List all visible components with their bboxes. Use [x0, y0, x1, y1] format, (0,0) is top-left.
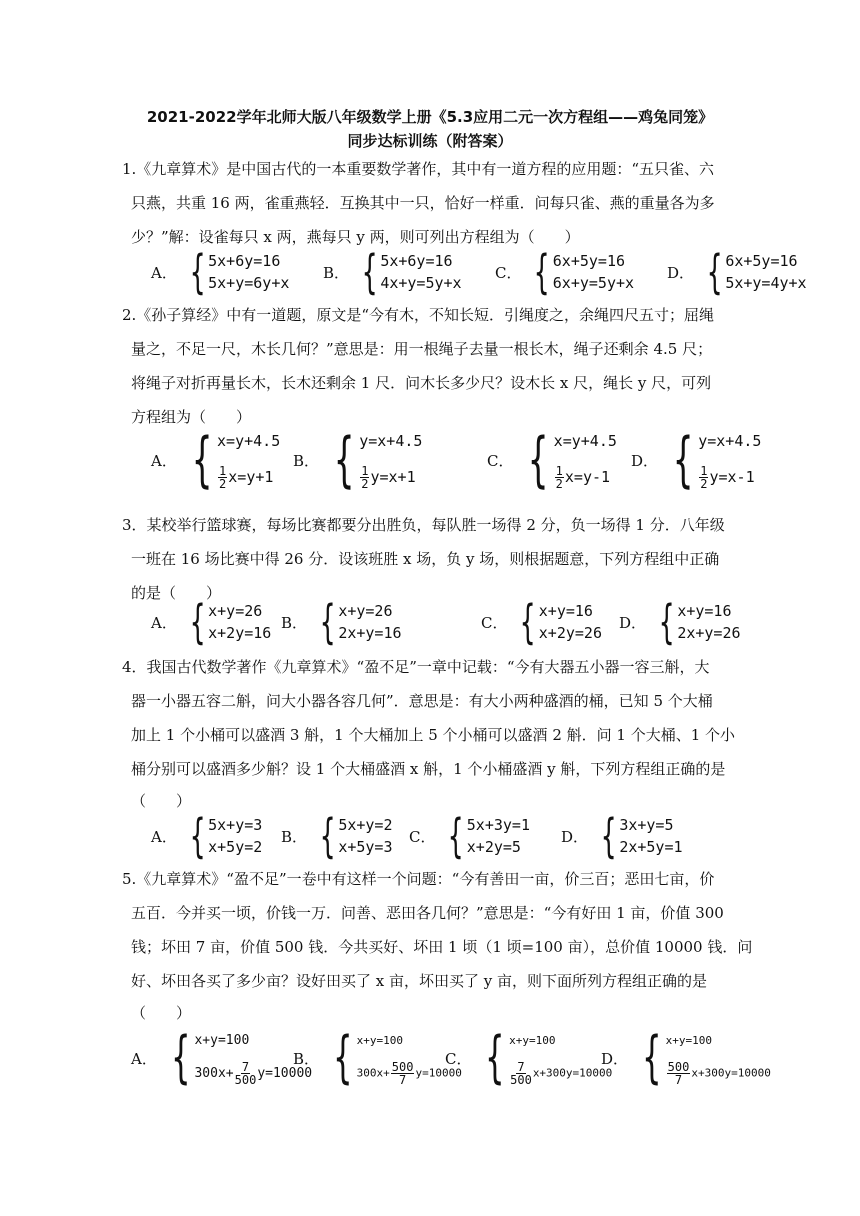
fraction: $\frac{500}{7}$ — [391, 1060, 414, 1087]
equation: 5x+y=4y+x — [725, 274, 807, 292]
option-label: A． — [151, 263, 177, 282]
equation: 6x+5y=16 — [552, 252, 626, 270]
equation: $\frac{1}{2}$ y=x-1 — [700, 464, 755, 491]
equation: 5x+3y=1 — [466, 816, 530, 834]
q5-line: 钱；坏田 7 亩，价值 500 钱．今共买好、坏田 1 顷（1 顷=100 亩），总价值 10000 钱．问 — [131, 938, 753, 956]
brace-icon: { — [189, 595, 206, 649]
option-c[interactable] — [487, 425, 617, 495]
brace-icon: { — [706, 245, 723, 299]
q1-options — [151, 245, 831, 299]
option-d[interactable] — [667, 245, 817, 299]
option-d[interactable] — [631, 425, 781, 495]
q5-line: 5.《九章算术》“盈不足”一卷中有这样一个问题：“今有善田一亩，价三百；恶田七亩，价 — [122, 870, 715, 888]
brace-icon: { — [520, 595, 537, 649]
equation: x+y=26 — [338, 602, 393, 620]
brace-icon: { — [333, 1025, 353, 1090]
option-label: A． — [151, 451, 177, 470]
option-label: C． — [495, 263, 522, 282]
option-c[interactable] — [495, 245, 653, 299]
q4-line: 加上 1 个小桶可以盛酒 3 斛，1 个大桶加上 5 个小桶可以盛酒 2 斛．问 1 个大桶、1 个小 — [131, 726, 736, 744]
equation: x+2y=26 — [538, 624, 602, 642]
equation: 4x+y=5y+x — [380, 274, 462, 292]
option-b[interactable] — [293, 425, 473, 495]
brace-icon: { — [658, 595, 675, 649]
q3-line: 3．某校举行篮球赛，每场比赛都要分出胜负，每队胜一场得 2 分，负一场得 1 分．八年级 — [122, 516, 725, 534]
equation: x+y=100 — [356, 1034, 404, 1047]
option-label: D． — [561, 827, 589, 846]
option-d[interactable] — [561, 809, 691, 863]
fraction: $\frac{7}{500}$ — [510, 1060, 532, 1087]
doc-title-line1: 2021-2022学年北师大版八年级数学上册《5.3应用二元一次方程组——鸡兔同笼》 — [146, 108, 714, 126]
fraction: $\frac{1}{2}$ — [555, 464, 563, 491]
brace-icon: { — [642, 1025, 662, 1090]
brace-icon: { — [191, 425, 213, 495]
equation: x=y+4.5 — [553, 432, 617, 450]
option-c[interactable] — [409, 809, 547, 863]
brace-icon: { — [361, 245, 378, 299]
brace-icon: { — [448, 809, 465, 863]
equation: 5x+y=6y+x — [208, 274, 290, 292]
option-a[interactable] — [151, 809, 267, 863]
option-label: D． — [667, 263, 695, 282]
brace-icon: { — [319, 595, 336, 649]
option-label: A． — [151, 613, 177, 632]
option-d[interactable] — [619, 595, 749, 649]
q1-line: 只燕，共重 16 两，雀重燕轻．互换其中一只，恰好一样重．问每只雀、燕的重量各为多 — [131, 194, 715, 212]
brace-icon: { — [528, 425, 550, 495]
brace-icon: { — [672, 425, 694, 495]
brace-icon: { — [534, 245, 551, 299]
equation: 300x+ $\frac{500}{7}$ y=10000 — [356, 1060, 462, 1087]
equation: 6x+y=5y+x — [552, 274, 635, 292]
q1-line: 1.《九章算术》是中国古代的一本重要数学著作，其中有一道方程的应用题：“五只雀、六 — [122, 160, 714, 178]
option-label: A． — [151, 827, 177, 846]
q3-line: 一班在 16 场比赛中得 26 分．设该班胜 x 场，负 y 场，则根据题意，下列方程组中正确 — [131, 550, 720, 568]
equation: 3x+y=5 — [619, 816, 674, 834]
q2-line: 量之，不足一尺，木长几何？”意思是：用一根绳子去量一根长木，绳子还剩余 4.5 尺； — [131, 340, 713, 358]
q5-line: （ ） — [131, 1004, 192, 1022]
option-b[interactable] — [281, 809, 395, 863]
equation: $\frac{1}{2}$ y=x+1 — [361, 464, 416, 491]
fraction: $\frac{1}{2}$ — [700, 464, 708, 491]
doc-title-line2: 同步达标训练（附答案） — [347, 132, 513, 150]
equation: y=x+4.5 — [359, 432, 423, 450]
option-label: B． — [293, 451, 320, 470]
equation: x+y=100 — [194, 1033, 250, 1048]
option-label: B． — [281, 613, 308, 632]
option-c[interactable] — [445, 1025, 613, 1090]
option-a[interactable] — [131, 1025, 313, 1090]
fraction: $\frac{1}{2}$ — [361, 464, 369, 491]
option-b[interactable] — [281, 595, 467, 649]
option-label: C． — [409, 827, 436, 846]
q3-options — [151, 595, 763, 649]
equation: x+2y=16 — [208, 624, 272, 642]
brace-icon: { — [189, 809, 206, 863]
equation: y=x+4.5 — [698, 432, 762, 450]
brace-icon: { — [333, 425, 355, 495]
q2-line: 将绳子对折再量长木，长木还剩余 1 尺．问木长多少尺？设木长 x 尺，绳长 y 尺，可列 — [131, 374, 712, 392]
equation: $\frac{1}{2}$ x=y-1 — [555, 464, 611, 491]
q2-options — [151, 425, 795, 495]
q4-line: （ ） — [131, 792, 192, 810]
equation: x=y+4.5 — [217, 432, 281, 450]
option-label: B． — [293, 1049, 320, 1068]
equation: x+y=100 — [665, 1034, 713, 1047]
option-label: B． — [281, 827, 308, 846]
q5-line: 五百．今并买一顷，价钱一万．问善、恶田各几何？”意思是：“今有好田 1 亩，价值 300 — [131, 904, 724, 922]
option-label: C． — [445, 1049, 472, 1068]
q3-line: 的是（ ） — [131, 584, 222, 602]
option-d[interactable] — [601, 1025, 771, 1090]
equation: $\frac{7}{500}$ x+300y=10000 — [510, 1060, 613, 1087]
equation: 2x+y=16 — [338, 624, 402, 642]
q4-line: 桶分别可以盛酒多少斛？设 1 个大桶盛酒 x 斛，1 个小桶盛酒 y 斛，下列方程组正确的是 — [131, 760, 726, 778]
equation: x+5y=2 — [208, 838, 263, 856]
equation: $\frac{500}{7}$ x+300y=10000 — [667, 1060, 771, 1087]
q4-options — [151, 809, 705, 863]
equation: 2x+5y=1 — [619, 838, 683, 856]
equation: x+y=16 — [677, 602, 732, 620]
brace-icon: { — [170, 1025, 191, 1090]
equation: x+2y=5 — [466, 838, 521, 856]
equation: x+y=100 — [509, 1034, 556, 1047]
equation: 5x+6y=16 — [208, 252, 281, 270]
option-label: D． — [631, 451, 659, 470]
option-label: C． — [487, 451, 514, 470]
option-a[interactable] — [151, 595, 272, 649]
option-a[interactable] — [151, 425, 281, 495]
brace-icon: { — [485, 1025, 506, 1090]
equation: 6x+5y=16 — [725, 252, 798, 270]
equation: x+y=16 — [538, 602, 593, 620]
equation: x+5y=3 — [338, 838, 393, 856]
option-label: C． — [481, 613, 508, 632]
brace-icon: { — [600, 809, 617, 863]
q4-line: 器一小器五容二斛，问大小器各容几何”．意思是：有大小两种盛酒的桶，已知 5 个大桶 — [131, 692, 713, 710]
option-label: D． — [601, 1049, 629, 1068]
q5-options — [131, 1025, 771, 1090]
option-label: B． — [323, 263, 350, 282]
equation: 2x+y=26 — [677, 624, 741, 642]
option-c[interactable] — [481, 595, 605, 649]
option-a[interactable] — [151, 245, 309, 299]
equation: $\frac{1}{2}$ x=y+1 — [219, 464, 274, 491]
equation: 5x+y=3 — [208, 816, 263, 834]
q1-line: 少？”解：设雀每只 x 两，燕每只 y 两，则可列出方程组为（ ） — [131, 228, 580, 246]
equation: 5x+6y=16 — [380, 252, 453, 270]
fraction: $\frac{1}{2}$ — [219, 464, 227, 491]
option-b[interactable] — [293, 1025, 462, 1090]
brace-icon: { — [189, 245, 206, 299]
option-label: A． — [131, 1049, 157, 1068]
equation: 5x+y=2 — [338, 816, 393, 834]
q5-line: 好、坏田各买了多少亩？设好田买了 x 亩，坏田买了 y 亩，则下面所列方程组正确的是 — [131, 972, 708, 990]
brace-icon: { — [319, 809, 336, 863]
q2-line: 2.《孙子算经》中有一道题，原文是“今有木，不知长短．引绳度之，余绳四尺五寸；屈绳 — [122, 306, 714, 324]
q4-line: 4．我国古代数学著作《九章算术》“盈不足”一章中记载：“今有大器五小器一容三斛，大 — [122, 658, 710, 676]
option-label: D． — [619, 613, 647, 632]
q2-line: 方程组为（ ） — [131, 408, 252, 426]
fraction: $\frac{500}{7}$ — [667, 1060, 690, 1087]
equation: x+y=26 — [208, 602, 263, 620]
equation: 300x+ $\frac{7}{500}$ y=10000 — [194, 1060, 313, 1087]
option-b[interactable] — [323, 245, 481, 299]
fraction: $\frac{7}{500}$ — [234, 1060, 257, 1087]
